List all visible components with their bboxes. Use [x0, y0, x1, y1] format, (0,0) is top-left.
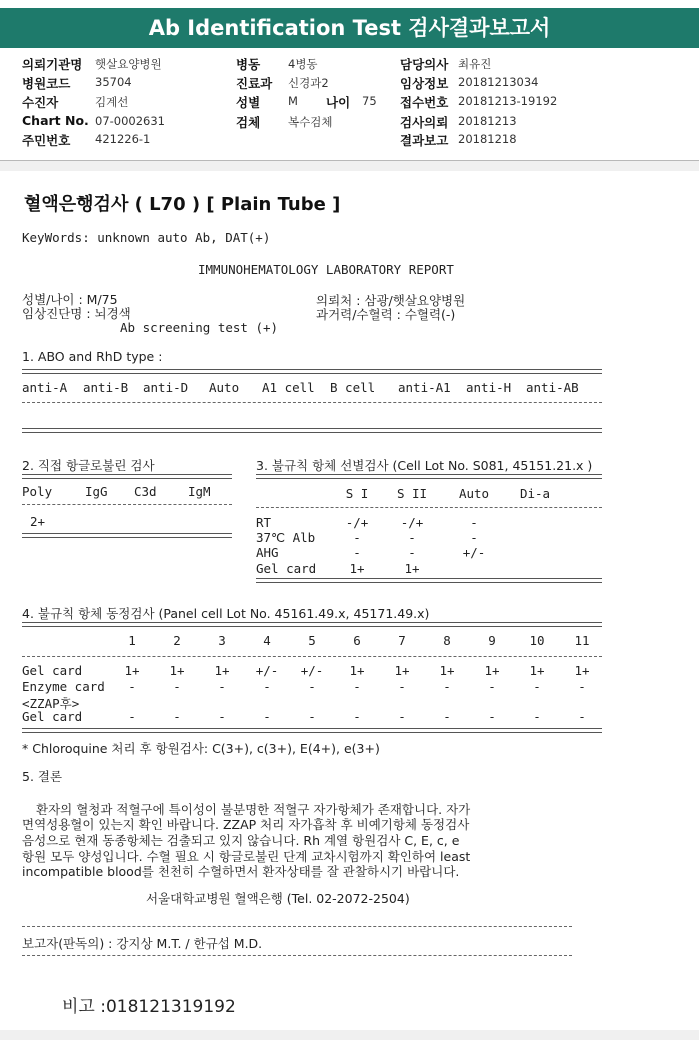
dat-column-header: Poly — [22, 484, 53, 499]
panel-cell: - — [173, 679, 181, 694]
panel-rule-mid — [22, 656, 602, 657]
screening-cell: - — [353, 545, 361, 560]
chloroquine-note: * Chloroquine 처리 후 항원검사: C(3+), c(3+), E(4+), e(3+) — [22, 741, 380, 756]
screening-cell: - — [470, 515, 478, 530]
header-label: 검체 — [236, 115, 261, 130]
panel-rule-bottom — [22, 728, 602, 733]
header-label: 병동 — [236, 57, 261, 72]
header-value: 4병동 — [288, 57, 318, 71]
conclusion-line: incompatible blood를 천천히 수혈하면서 환자상태를 잘 관찰하시기 바랍니다. — [22, 864, 460, 879]
hospital-contact: 서울대학교병원 혈액은행 (Tel. 02-2072-2504) — [146, 891, 410, 906]
lab-report-title: IMMUNOHEMATOLOGY LABORATORY REPORT — [198, 262, 454, 277]
header-value: 복수검체 — [288, 115, 333, 129]
panel-cell: +/- — [255, 663, 279, 678]
header-value: 최유진 — [458, 57, 492, 71]
report-title: Ab Identification Test 검사결과보고서 — [148, 16, 551, 40]
abo-column-header: Auto — [209, 380, 240, 395]
conclusion-line: 환자의 혈청과 적혈구에 특이성이 불분명한 적혈구 자가항체가 존재합니다. 자가 — [36, 802, 471, 817]
patient-screen: Ab screening test (+) — [120, 320, 279, 335]
dat-rule-bottom — [22, 533, 232, 538]
conclusion-line: 음성으로 현재 동종항체는 검출되고 있지 않습니다. Rh 계열 항원검사 C, E, c, e — [22, 833, 460, 848]
panel-cell: - — [443, 709, 451, 724]
dat-heading: 2. 직접 항글로불린 검사 — [22, 458, 155, 473]
panel-row-label: <ZZAP후> — [22, 696, 80, 711]
panel-column-header: 9 — [488, 633, 496, 648]
dat-value: 2+ — [30, 514, 46, 529]
screening-column-header: Di-a — [519, 486, 551, 501]
remark-value: 018121319192 — [105, 997, 236, 1017]
screening-rule-mid — [256, 507, 602, 508]
screening-row-label: RT — [256, 515, 272, 530]
panel-column-header: 8 — [443, 633, 451, 648]
panel-column-header: 4 — [263, 633, 271, 648]
abo-column-header: B cell — [330, 380, 376, 395]
header-label: Chart No. — [22, 113, 89, 128]
abo-column-header: anti-B — [83, 380, 129, 395]
header-label: 담당의사 — [400, 57, 449, 72]
panel-cell: - — [263, 679, 271, 694]
header-label: 주민번호 — [22, 133, 71, 148]
screening-cell: - — [470, 530, 478, 545]
remark-label: 비고 : — [62, 997, 106, 1017]
panel-cell: - — [398, 679, 406, 694]
panel-cell: 1+ — [529, 663, 545, 678]
abo-column-header: anti-H — [466, 380, 512, 395]
panel-column-header: 6 — [353, 633, 361, 648]
screening-rule-bottom — [256, 578, 602, 583]
conclusion-line: 면역성용혈이 있는지 확인 바랍니다. ZZAP 처리 자가흡착 후 비예기항체 동정검사 — [22, 817, 470, 832]
panel-rule-top — [22, 622, 602, 627]
header-value: 햇살요양병원 — [95, 57, 162, 71]
panel-cell: - — [353, 709, 361, 724]
patient-sex-age: 성별/나이 : M/75 — [22, 292, 118, 307]
screening-cell: -/+ — [400, 515, 424, 530]
screening-row-label: Gel card — [256, 561, 317, 576]
header-label: 성별 — [236, 95, 261, 110]
abo-column-header: A1 cell — [262, 380, 315, 395]
panel-heading: 4. 불규칙 항체 동정검사 (Panel cell Lot No. 45161.49.x, 45171.49.x) — [22, 606, 430, 621]
keywords: KeyWords: unknown auto Ab, DAT(+) — [22, 230, 271, 245]
abo-column-header: anti-D — [143, 380, 189, 395]
panel-cell: 1+ — [349, 663, 365, 678]
header-value: 75 — [362, 94, 377, 108]
screening-column-header: S II — [396, 486, 428, 501]
screening-row-label: 37℃ Alb — [256, 530, 316, 545]
panel-cell: - — [398, 709, 406, 724]
header-label: 검사의뢰 — [400, 115, 449, 130]
header-label: 의뢰기관명 — [22, 57, 83, 72]
header-label: 결과보고 — [400, 133, 449, 148]
conclusion-line: 항원 모두 양성입니다. 수혈 필요 시 항글로불린 단계 교차시험까지 확인하여 least — [22, 849, 471, 864]
panel-cell: 1+ — [124, 663, 140, 678]
panel-cell: - — [218, 679, 226, 694]
header-label: 진료과 — [236, 76, 273, 91]
abo-rule-bottom — [22, 428, 602, 433]
panel-cell: 1+ — [169, 663, 185, 678]
panel-row-label: Gel card — [22, 709, 83, 724]
panel-cell: - — [128, 709, 136, 724]
dat-rule-top — [22, 474, 232, 479]
header-value: 20181213-19192 — [458, 94, 558, 108]
remark — [62, 992, 236, 1017]
panel-column-header: 1 — [128, 633, 136, 648]
header-value: 07-0002631 — [95, 114, 165, 128]
header-value: 20181218 — [458, 132, 517, 146]
panel-cell: 1+ — [574, 663, 590, 678]
panel-column-header: 11 — [574, 633, 590, 648]
abo-column-header: anti-A1 — [398, 380, 451, 395]
screening-cell: 1+ — [349, 561, 365, 576]
header-label: 접수번호 — [400, 95, 449, 110]
panel-cell: - — [488, 679, 496, 694]
panel-cell: - — [533, 709, 541, 724]
panel-cell: 1+ — [214, 663, 230, 678]
header-value: 20181213 — [458, 114, 517, 128]
panel-cell: - — [533, 679, 541, 694]
panel-cell: - — [488, 709, 496, 724]
footer-strip — [0, 1030, 699, 1040]
screening-cell: 1+ — [404, 561, 420, 576]
reporter-rule-bottom — [22, 955, 572, 956]
header-strip — [0, 161, 699, 171]
screening-cell: +/- — [462, 545, 486, 560]
abo-heading: 1. ABO and RhD type : — [22, 349, 163, 364]
screening-cell: - — [408, 530, 416, 545]
screening-rule-top — [256, 474, 602, 479]
panel-cell: - — [443, 679, 451, 694]
conclusion-heading: 5. 결론 — [22, 769, 63, 784]
panel-cell: 1+ — [394, 663, 410, 678]
panel-cell: 1+ — [439, 663, 455, 678]
dat-column-header: C3d — [134, 484, 157, 499]
screening-cell: - — [353, 530, 361, 545]
panel-column-header: 7 — [398, 633, 406, 648]
panel-row-label: Enzyme card — [22, 679, 105, 694]
patient-history: 과거력/수혈력 : 수혈력(-) — [316, 307, 456, 322]
reporter-rule-top — [22, 926, 572, 927]
patient-requester: 의뢰처 : 삼광/햇살요양병원 — [316, 293, 466, 308]
header-value: 김계선 — [95, 95, 129, 109]
section-title: 혈액은행검사 ( L70 ) [ Plain Tube ] — [24, 194, 341, 215]
screening-row-label: AHG — [256, 545, 279, 560]
header-label: 나이 — [326, 95, 351, 110]
header-value: 신경과2 — [288, 76, 329, 90]
panel-cell: - — [173, 709, 181, 724]
screening-heading: 3. 불규칙 항체 선별검사 (Cell Lot No. S081, 45151.21.x ) — [256, 458, 593, 473]
abo-rule-top — [22, 369, 602, 374]
panel-cell: - — [308, 679, 316, 694]
header-label: 임상정보 — [400, 76, 449, 91]
panel-cell: - — [353, 679, 361, 694]
screening-cell: - — [408, 545, 416, 560]
screening-cell: -/+ — [345, 515, 369, 530]
panel-cell: 1+ — [484, 663, 500, 678]
abo-rule-mid — [22, 402, 602, 403]
panel-cell: - — [308, 709, 316, 724]
panel-cell: - — [578, 709, 586, 724]
header-label: 수진자 — [22, 95, 59, 110]
dat-column-header: IgM — [188, 484, 211, 499]
abo-column-header: anti-AB — [526, 380, 579, 395]
panel-cell: +/- — [300, 663, 324, 678]
screening-column-header: Auto — [458, 486, 490, 501]
panel-cell: - — [218, 709, 226, 724]
header-value: 35704 — [95, 75, 132, 89]
panel-cell: - — [263, 709, 271, 724]
reporter: 보고자(판독의) : 강지상 M.T. / 한규섭 M.D. — [22, 936, 263, 951]
panel-cell: - — [578, 679, 586, 694]
panel-column-header: 3 — [218, 633, 226, 648]
header-value: 20181213034 — [458, 75, 539, 89]
panel-column-header: 10 — [529, 633, 545, 648]
header-label: 병원코드 — [22, 76, 71, 91]
dat-rule-mid — [22, 504, 232, 505]
screening-column-header: S I — [345, 486, 369, 501]
panel-cell: - — [128, 679, 136, 694]
header-value: 421226-1 — [95, 132, 151, 146]
panel-row-label: Gel card — [22, 663, 83, 678]
panel-column-header: 2 — [173, 633, 181, 648]
abo-column-header: anti-A — [22, 380, 68, 395]
patient-diagnosis: 임상진단명 : 뇌경색 — [22, 306, 131, 321]
header-value: M — [288, 94, 298, 108]
panel-column-header: 5 — [308, 633, 316, 648]
dat-column-header: IgG — [85, 484, 108, 499]
